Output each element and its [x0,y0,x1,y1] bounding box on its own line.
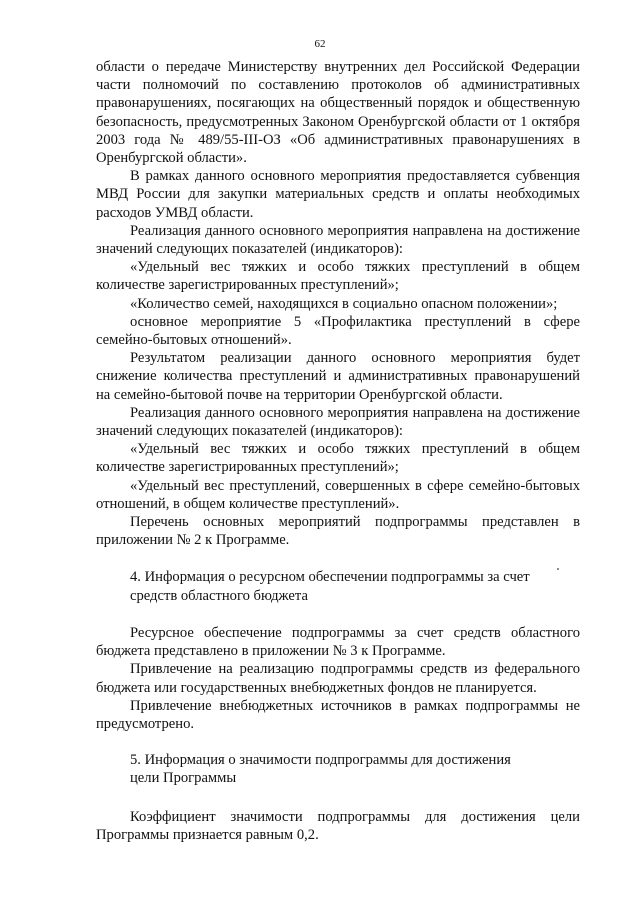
paragraph: Реализация данного основного мероприятия направлена на достижение значений следующих показателей (индикаторов): [96,222,580,258]
section-5-heading [96,751,580,787]
paragraph: «Удельный вес тяжких и особо тяжких преступлений в общем количестве зарегистрированных преступлений»; [96,259,580,294]
paragraph: области о передаче Министерству внутренних дел Российской Федерации части полномочий по составлению протоколов об административных правонарушениях, посягающих на общественный порядок и общественную безопасность, предусмотренных Законом Оренбургской области от 1 октября 2003 года № 489/55-III-ОЗ «Об административных правонарушениях в Оренбургской области». [96,59,580,167]
paragraph: Реализация данного основного мероприятия направлена на достижение значений следующих показателей (индикаторов): [96,404,580,440]
paragraph: Коэффициент значимости подпрограммы для достижения цели Программы признается равным 0,2. [96,808,580,843]
paragraph: Ресурсное обеспечение подпрограммы за счет средств областного бюджета представлено в приложении № 3 к Программе. [96,624,580,660]
paragraph: Результатом реализации данного основного мероприятия будет снижение количества преступлений и административных правонарушений на семейно-бытовой почве на территории Оренбургской области. [96,350,580,403]
paragraph: Привлечение на реализацию подпрограммы средств из федерального бюджета или государственных внебюджетных фондов не планируется. [96,661,580,696]
paragraph: Привлечение внебюджетных источников в рамках подпрограммы не предусмотрено. [96,697,580,732]
paragraph: основное мероприятие 5 «Профилактика преступлений в сфере семейно-бытовых отношений». [96,313,580,349]
section-heading-line: 4. Информация о ресурсном обеспечении подпрограммы за счет [130,569,530,586]
section-4-heading [96,568,580,604]
paragraph: В рамках данного основного мероприятия предоставляется субвенция МВД России для закупки материальных средств и оплаты необходимых расходов УМВД области. [96,168,580,221]
paragraph: «Удельный вес преступлений, совершенных в сфере семейно-бытовых отношений, в общем количестве преступлений». [96,477,580,512]
scan-speck [557,568,559,570]
document-body [96,58,580,844]
paragraph: Перечень основных мероприятий подпрограммы представлен в приложении № 2 к Программе. [96,514,580,549]
section-heading-line: 5. Информация о значимости подпрограммы для достижения [130,752,511,769]
section-heading-line: средств областного бюджета [130,587,308,604]
paragraph: «Удельный вес тяжких и особо тяжких преступлений в общем количестве зарегистрированных преступлений»; [96,441,580,476]
page-number: 62 [314,38,326,50]
paragraph: «Количество семей, находящихся в социально опасном положении»; [130,295,558,312]
section-heading-line: цели Программы [130,770,237,787]
